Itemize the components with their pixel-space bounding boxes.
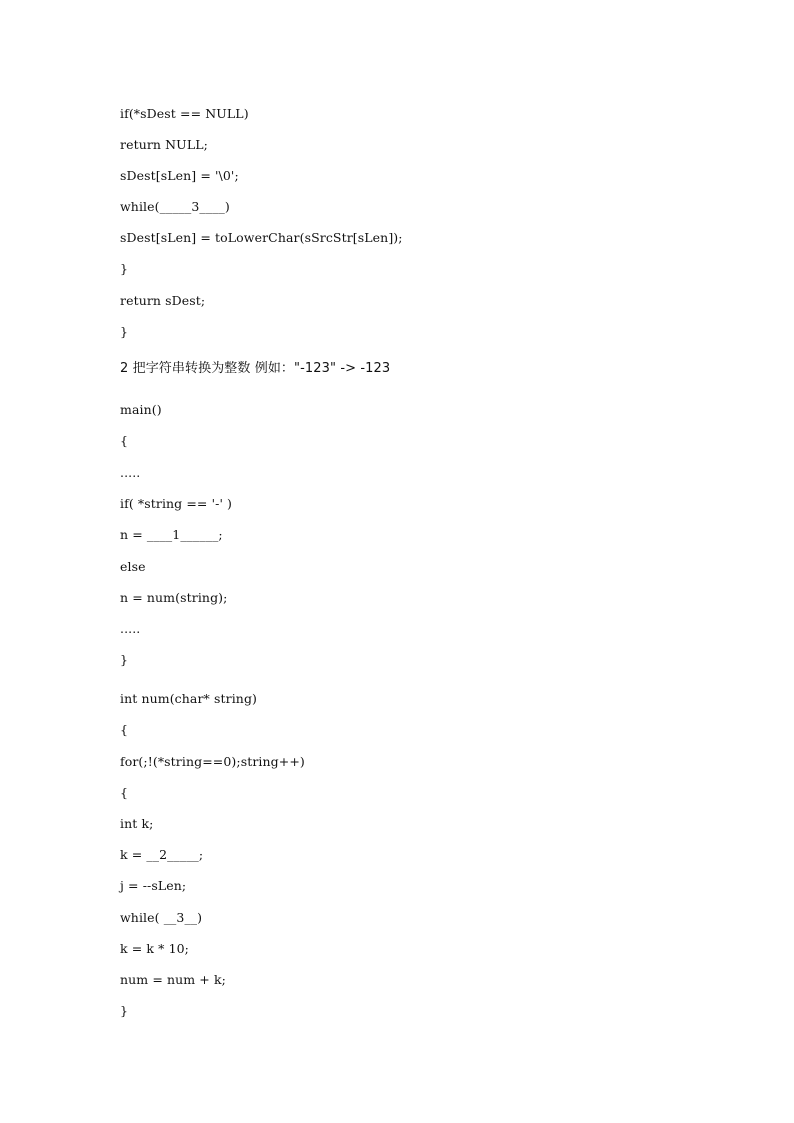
code-line: if(*sDest == NULL) [120,106,249,121]
code-line: num = num + k; [120,972,226,987]
code-line: if( *string == '-' ) [120,496,233,511]
code-line: } [120,1003,129,1018]
code-line: } [120,324,129,339]
code-line: { [120,722,129,737]
code-line: ..... [120,465,141,480]
code-line: { [120,785,129,800]
code-line: } [120,652,129,667]
code-line: { [120,433,129,448]
section-heading: 2 把字符串转换为整数 例如："-123" -> -123 [120,361,391,376]
code-line: } [120,261,129,276]
code-line: else [120,559,146,574]
code-line: int num(char* string) [120,691,258,706]
code-line: for(;!(*string==0);string++) [120,754,305,769]
code-line: k = __2_____; [120,847,204,862]
code-line: j = --sLen; [120,878,187,893]
code-line: n = ____1______; [120,527,223,542]
code-line: sDest[sLen] = '\0'; [120,168,239,183]
code-line: main() [120,402,162,417]
code-line: sDest[sLen] = toLowerChar(sSrcStr[sLen]); [120,230,403,245]
code-line: ..... [120,621,141,636]
code-line: return sDest; [120,293,206,308]
code-line: n = num(string); [120,590,228,605]
code-line: while(_____3____) [120,199,230,214]
code-line: k = k * 10; [120,941,189,956]
code-line: while( __3__) [120,910,203,925]
code-line: int k; [120,816,154,831]
code-line: return NULL; [120,137,208,152]
